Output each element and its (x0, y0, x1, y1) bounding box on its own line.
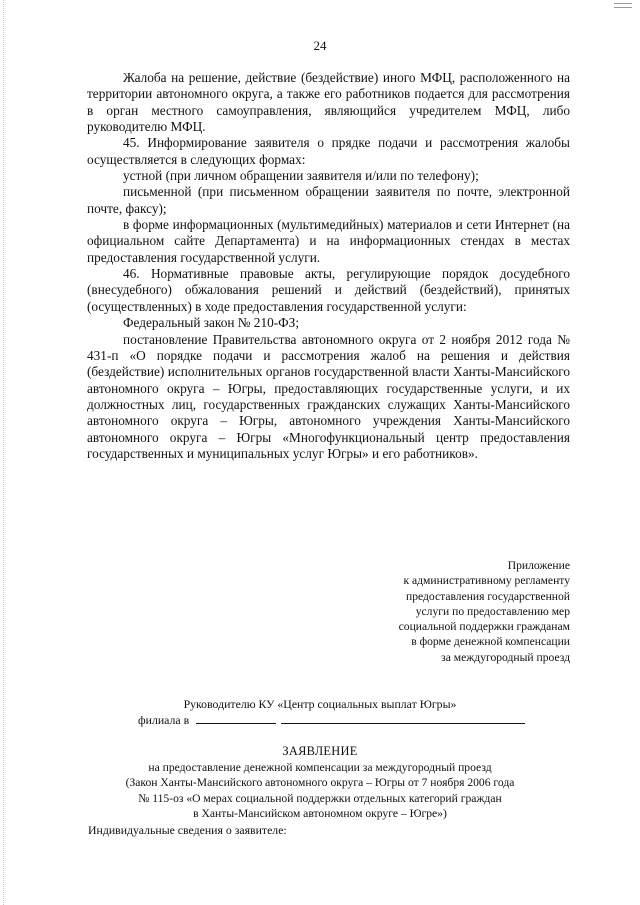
applicant-info-label: Индивидуальные сведения о заявителе: (88, 823, 287, 837)
branch-label: филиала в (138, 713, 190, 727)
paragraph-45: 45. Информирование заявителя о прядке подачи и рассмотрения жалобы осуществляется в следующих формах: (87, 135, 570, 167)
appendix-line: за междугородный проезд (441, 650, 570, 664)
appendix-line: социальной поддержки гражданам (398, 620, 570, 634)
statement-subtitle-line: № 115-оз «О мерах социальной поддержки отдельных категорий граждан (138, 791, 502, 805)
paragraph-multimedia-form: в форме информационных (мультимедийных) материалов и сети Интернет (на официальном сайте Департамента) и на информационных стендах в местах предоставления государственной услуги. (87, 217, 570, 265)
appendix-block (310, 558, 570, 665)
branch-blank-field-2[interactable] (281, 711, 525, 724)
paragraph-oral-form: устной (при личном обращении заявителя и/или по телефону); (123, 168, 479, 184)
paragraph-complaint-mfc: Жалоба на решение, действие (бездействие) иного МФЦ, расположенного на территории автономного округа, а также его работников подается для рассмотрения в орган местного самоуправления, являющийся учредителем МФЦ, либо руководителю МФЦ. (87, 70, 570, 135)
statement-subtitle-line: на предоставление денежной компенсации за междугородный проезд (148, 761, 492, 774)
page-number: 24 (313, 38, 327, 53)
appendix-line: предоставления государственной (406, 589, 570, 603)
statement-subtitle (0, 760, 640, 821)
document-body (87, 70, 570, 462)
branch-row (138, 711, 525, 728)
appendix-line: в форме денежной компенсации (411, 635, 570, 649)
appendix-line: к административному регламенту (403, 574, 570, 588)
appendix-line: Приложение (507, 559, 570, 572)
scan-corner-mark (614, 3, 632, 8)
statement-subtitle-line: в Ханты-Мансийском автономном округе – Югре») (193, 806, 447, 820)
paragraph-federal-law: Федеральный закон № 210-ФЗ; (123, 315, 300, 331)
branch-blank-field[interactable] (196, 711, 276, 724)
appendix-line: услуги по предоставлению мер (415, 604, 570, 618)
paragraph-46: 46. Нормативные правовые акты, регулирующие порядок досудебного (внесудебного) обжалования решений и действий (бездействий), принятых (осуществленных) в ходе предоставления государственной услуги: (87, 266, 570, 314)
statement-title: ЗАЯВЛЕНИЕ (282, 744, 358, 758)
addressee-heading: Руководителю КУ «Центр социальных выплат Югры» (183, 697, 457, 711)
paragraph-written-form: письменной (при письменном обращении заявителя по почте, электронной почте, факсу); (87, 184, 570, 216)
paragraph-government-resolution: постановление Правительства автономного округа от 2 ноября 2012 года № 431-п «О порядке подачи и рассмотрения жалоб на решения и действия (бездействие) исполнительных органов государственной власти Ханты-Мансийского автономного округа – Югры, предоставляющих государственные услуги, и их должностных лиц, государственных гражданских служащих Ханты-Мансийского автономного округа – Югры, автономного учреждения Ханты-Мансийского автономного округа – Югры «Многофункциональный центр предоставления государственных и муниципальных услуг Югры» и его работников». (87, 331, 570, 461)
statement-subtitle-line: (Закон Ханты-Мансийского автономного округа – Югры от 7 ноября 2006 года (125, 776, 515, 790)
